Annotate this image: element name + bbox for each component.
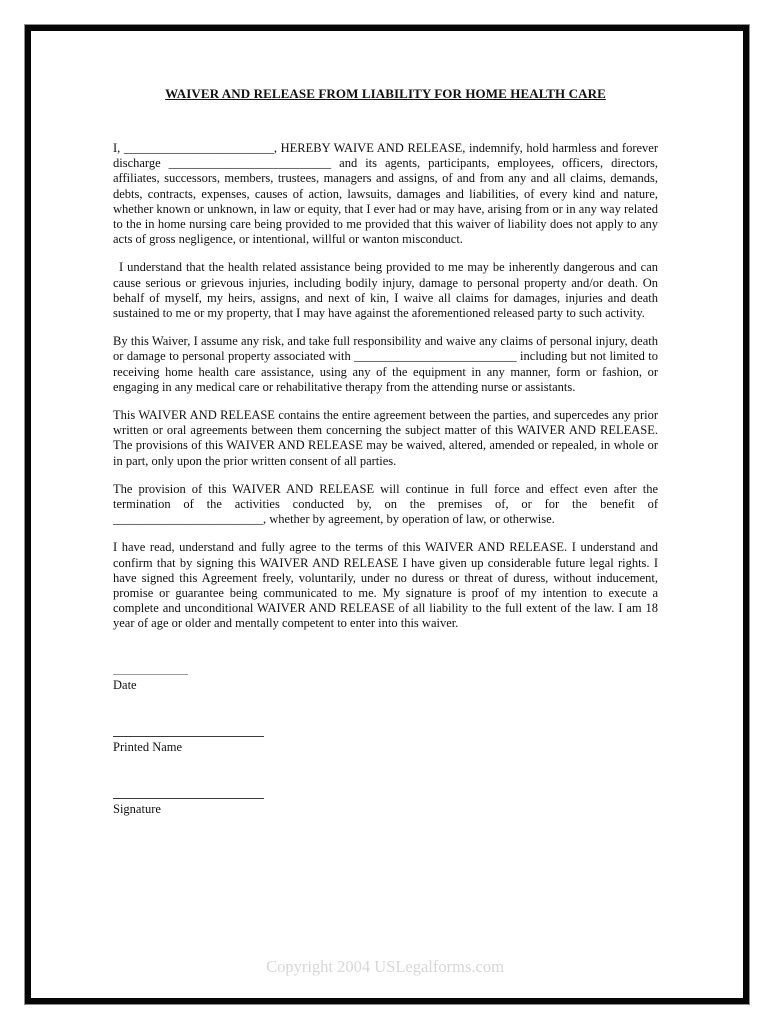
document-title-text: WAIVER AND RELEASE FROM LIABILITY FOR HOME HEALTH CARE [165,86,606,101]
signature-label: Signature [113,801,161,816]
paragraph-continuation: The provision of this WAIVER AND RELEASE will continue in full force and effect even after the termination of the activities conducted by, on the premises of, or for the benefit of ________________________, whether by agreement, by operation of law, or otherwise. [113,481,658,527]
signature-section [113,674,658,817]
printed-name-field [113,736,658,755]
document-content [113,86,658,860]
printed-name-label: Printed Name [113,739,183,754]
copyright-footer: Copyright 2004 USLegalforms.com [266,957,504,976]
paragraph-understanding-risk: I understand that the health related assistance being provided to me may be inherently dangerous and can cause serious or grievous injuries, including bodily injury, damage to personal property and/or death. On behalf of myself, my heirs, assigns, and next of kin, I waive all claims for damages, injuries and death sustained to me or my property, that I may have against the aforementioned released party to such activity. [113,260,658,321]
paragraph-waiver-intro: I, ________________________, HEREBY WAIVE AND RELEASE, indemnify, hold harmless and forever discharge __________________________ and its agents, participants, employees, officers, directors, affiliates, successors, members, trustees, managers and assigns, of and from any and all claims, demands, debts, contracts, expenses, causes of action, lawsuits, damages and liabilities, of every kind and nature, whether known or unknown, in law or equity, that I ever had or may have, arising from or in any way related to the in home nursing care being provided to me provided that this waiver of liability does not apply to any acts of gross negligence, or intentional, willful or wanton misconduct. [113,141,658,247]
paragraph-entire-agreement: This WAIVER AND RELEASE contains the entire agreement between the parties, and supercedes any prior written or oral agreements between them concerning the subject matter of this WAIVER AND RELEASE. The provisions of this WAIVER AND RELEASE may be waived, altered, amended or repealed, in whole or in part, only upon the prior written consent of all parties. [113,408,658,468]
paragraph-assume-risk: By this Waiver, I assume any risk, and take full responsibility and waive any claims of personal injury, death or damage to personal property associated with __________________________ including but not limited to receiving home health care assistance, using any of the equipment in any manner, form or fashion, or engaging in any medical care or rehabilitative therapy from the attending nurse or assistants. [113,334,658,394]
document-title [113,86,658,101]
date-label: Date [113,677,137,692]
date-field [113,674,658,693]
paragraph-acknowledgement: I have read, understand and fully agree to the terms of this WAIVER AND RELEASE. I understand and confirm that by signing this WAIVER AND RELEASE I have given up considerable future legal rights. I have signed this Agreement freely, voluntarily, under no duress or threat of duress, without inducement, promise or guarantee being communicated to me. My signature is proof of my intention to execute a complete and unconditional WAIVER AND RELEASE of all liability to the full extent of the law. I am 18 year of age or older and mentally competent to enter into this waiver. [113,540,658,631]
signature-field [113,798,658,817]
